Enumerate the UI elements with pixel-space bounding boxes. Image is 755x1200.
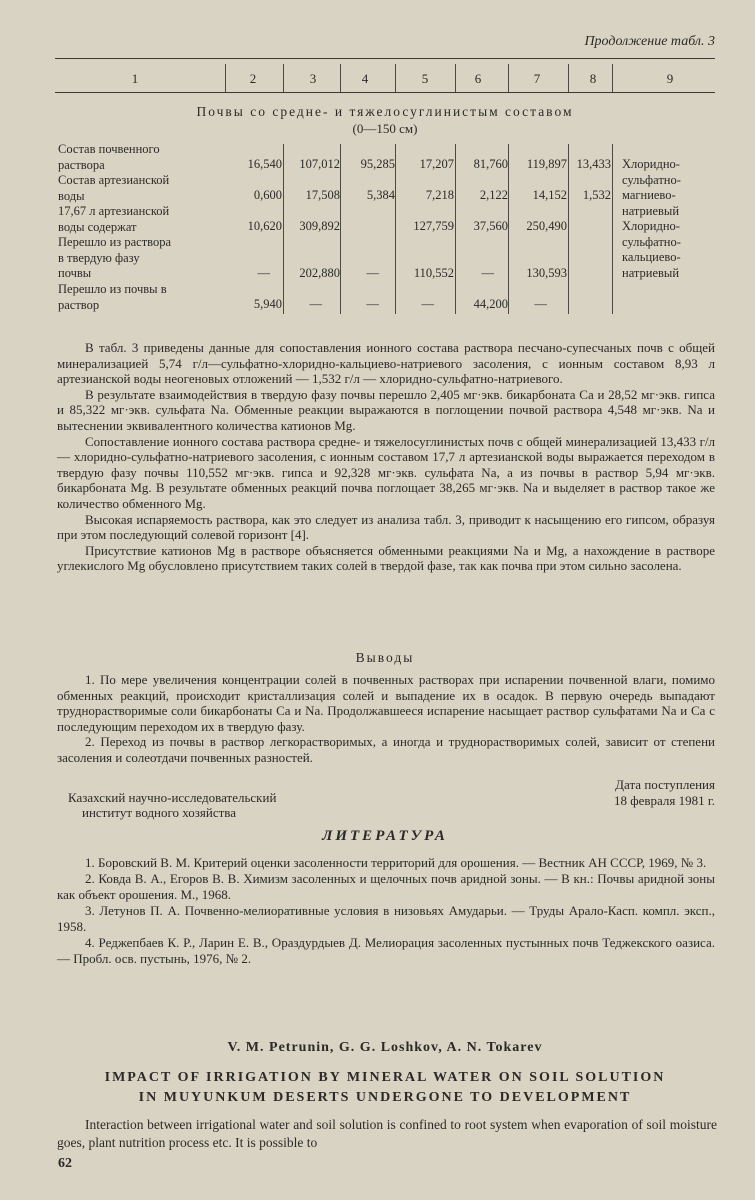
table-continuation-label: Продолжение табл. 3	[584, 34, 715, 49]
col-separator	[612, 144, 613, 314]
col-header-5: 5	[421, 71, 429, 86]
table-cell: 16,540	[247, 157, 282, 171]
col-header-1: 1	[131, 71, 139, 86]
table-note-composition	[622, 219, 717, 281]
table-row-label	[58, 282, 226, 313]
note-line: натриевый	[622, 265, 680, 280]
received-date	[614, 777, 715, 809]
institute-affiliation	[68, 790, 276, 820]
table-cell: —	[309, 297, 322, 311]
table-cell: —	[421, 297, 434, 311]
col-separator	[455, 64, 456, 92]
table-cell: —	[481, 266, 494, 280]
col-header-4: 4	[361, 71, 369, 86]
date-line: Дата поступления	[615, 777, 715, 792]
table-cell: 95,285	[360, 157, 395, 171]
row-label-line: Перешло из раствора	[58, 235, 172, 249]
note-line: Хлоридно-	[622, 157, 680, 171]
col-header-7: 7	[533, 71, 541, 86]
table-section-subtitle: (0—150 см)	[352, 121, 418, 136]
table-top-rule	[55, 58, 715, 59]
institute-line: институт водного хозяйства	[82, 805, 237, 820]
table-cell: 10,620	[247, 219, 282, 233]
table-cell: 309,892	[299, 219, 340, 233]
english-title	[55, 1068, 715, 1108]
table-cell: 81,760	[473, 157, 508, 171]
table-cell: 17,207	[419, 157, 454, 171]
table-cell: 5,384	[366, 188, 395, 202]
row-label-line: раствор	[58, 297, 100, 312]
row-label-line: Состав почвенного	[58, 142, 160, 156]
table-cell: —	[534, 297, 547, 311]
conclusions-list	[57, 672, 715, 766]
note-line: натриевый	[622, 203, 680, 218]
row-label-line: Перешло из почвы в	[58, 282, 167, 296]
conclusions-heading: Выводы	[355, 650, 415, 665]
table-cell: 0,600	[253, 188, 282, 202]
col-separator	[340, 64, 341, 92]
paragraph: В результате взаимодействия в твердую фазу почвы перешло 2,405 мг·экв. бикарбоната Са и 28,52 мг·экв. гипса и 85,322 мг·экв. сульфата Na. Обменные реакции выражаются в поглощении почвой раствора 4,548 мг·экв. Na и вытеснении эквивалентного количества катионов Mg.	[57, 386, 715, 433]
table-cell: 37,560	[473, 219, 508, 233]
reference-item: 1. Боровский В. М. Критерий оценки засоленности территорий для орошения. — Вестник АН СССР, 1969, № 3.	[85, 855, 707, 870]
table-row-label	[58, 235, 226, 282]
table-cell: 1,532	[582, 188, 611, 202]
col-header-3: 3	[309, 71, 317, 86]
body-text	[57, 340, 715, 574]
institute-line: Казахский научно-исследовательский	[68, 790, 277, 805]
paragraph: Сопоставление ионного состава раствора средне- и тяжелосуглинистых почв с общей минерализацией 13,433 г/л — хлоридно-сульфатно-натриевого засоления, с ионным составом 17,7 л артезианской воды выражается переходом в твердую фазу почвы 110,552 мг·экв. гипса и 92,328 мг·экв. сульфата Na, а из почвы в раствор 5,94 мг·экв. бикарбоната Mg. В результате обменных реакций почва поглощает 38,265 мг·экв. Na и выделяет в раствор такое же количество обменного Mg.	[57, 433, 715, 511]
note-line: сульфатно-	[622, 172, 681, 187]
table-cell: —	[366, 297, 379, 311]
col-header-8: 8	[589, 71, 597, 86]
table-cell: —	[257, 266, 270, 280]
abstract-paragraph: Interaction between irrigational water and soil solution is confined to root system when evaporation of soil moisture goes, plant nutrition process etc. It is possible to	[57, 1117, 717, 1150]
col-header-9: 9	[666, 71, 674, 86]
page-number: 62	[58, 1156, 72, 1171]
paragraph: Высокая испаряемость раствора, как это следует из анализа табл. 3, приводит к насыщению его гипсом, образуя при этом последующий солевой горизонт [4].	[57, 511, 715, 543]
table-cell: 13,433	[576, 157, 611, 171]
date-line: 18 февраля 1981 г.	[613, 793, 715, 808]
col-separator	[225, 64, 226, 92]
table-cell: 127,759	[413, 219, 454, 233]
col-header-2: 2	[249, 71, 257, 86]
col-separator	[395, 64, 396, 92]
row-label-line: воды содержат	[58, 219, 137, 234]
table-cell: 7,218	[425, 188, 454, 202]
table-column-header	[55, 68, 715, 90]
table-row-label	[58, 204, 226, 235]
literature-heading: ЛИТЕРАТУРА	[322, 828, 448, 844]
row-label-line: воды	[58, 188, 85, 203]
table-cell: 5,940	[253, 297, 282, 311]
conclusion-item: 1. По мере увеличения концентрации солей в почвенных растворах при испарении почвенной влаги, помимо обменных реакций, происходит кристаллизация солей и выпадение их в осадок. В первую очередь выпадают труднорастворимые соли бикарбонаты Са и Na. Продолжавшееся испарение насыщает раствор сульфатами Na и Са с последующим переходом их в твердую фазу.	[57, 672, 715, 734]
col-separator	[283, 64, 284, 92]
table-cell: 14,152	[532, 188, 567, 202]
table-row-label	[58, 142, 226, 173]
reference-item: 2. Ковда В. А., Егоров В. В. Химизм засоленных и щелочных почв аридной зоны. — В кн.: Почвы аридной зоны как объект орошения. М., 1968.	[57, 871, 715, 902]
paragraph: Присутствие катионов Mg в растворе объясняется обменными реакциями Na и Mg, а нахождение в растворе углекислого Mg обусловлено присутствием таких солей в твердой фазе, так как почва при этом сильно засолена.	[57, 542, 715, 574]
table-cell: 44,200	[473, 297, 508, 311]
table-note-composition	[622, 157, 717, 219]
col-separator	[568, 64, 569, 92]
table-cell: 17,508	[305, 188, 340, 202]
reference-item: 3. Летунов П. А. Почвенно-мелиоративные условия в низовьях Амударьи. — Труды Арало-Касп. компл. эксп., 1958.	[57, 903, 715, 934]
note-line: Хлоридно-	[622, 219, 680, 233]
paragraph: В табл. 3 приведены данные для сопоставления ионного состава раствора песчано-супесчаных почв с общей минерализацией 5,74 г/л—сульфатно-хлоридно-кальциево-натриевого засоления, с ионным составом 8,93 л артезианской воды неогеновых отложений — 1,532 г/л — хлоридно-сульфатно-натриевого.	[57, 340, 715, 387]
english-authors: V. M. Petrunin, G. G. Loshkov, A. N. Tokarev	[227, 1040, 543, 1055]
row-label-line: раствора	[58, 157, 105, 172]
col-header-6: 6	[474, 71, 482, 86]
note-line: магниево-	[622, 188, 676, 202]
table-section-title: Почвы со средне- и тяжелосуглинистым составом	[196, 104, 574, 119]
table-cell: —	[366, 266, 379, 280]
english-title-line: IN MUYUNKUM DESERTS UNDERGONE TO DEVELOPMENT	[138, 1090, 632, 1105]
col-separator	[612, 64, 613, 92]
row-label-line: в твердую фазу	[58, 250, 140, 265]
row-label-line: почвы	[58, 266, 92, 280]
table-row-label	[58, 173, 226, 204]
table-cell: 119,897	[526, 157, 567, 171]
conclusion-item: 2. Переход из почвы в раствор легкорастворимых, а иногда и труднорастворимых солей, зависит от степени засоления и солеотдачи почвенных разностей.	[57, 734, 715, 765]
reference-item: 4. Реджепбаев К. Р., Ларин Е. В., Ораздурдыев Д. Мелиорация засоленных пустынных почв Теджекского оазиса. — Пробл. осв. пустынь, 1976, № 2.	[57, 935, 715, 966]
note-line: кальциево-	[622, 250, 681, 264]
table-cell: 250,490	[526, 219, 567, 233]
table-cell: 130,593	[526, 266, 567, 280]
table-header-rule	[55, 92, 715, 93]
note-line: сульфатно-	[622, 234, 681, 249]
table-cell: 2,122	[479, 188, 508, 202]
english-abstract	[57, 1116, 717, 1152]
row-label-line: 17,67 л артезианской	[58, 204, 170, 218]
col-separator	[508, 64, 509, 92]
table-cell: 110,552	[413, 266, 454, 280]
row-label-line: Состав артезианской	[58, 173, 170, 187]
english-title-line: IMPACT OF IRRIGATION BY MINERAL WATER ON SOIL SOLUTION	[104, 1070, 666, 1085]
table-cell: 202,880	[299, 266, 340, 280]
literature-list	[57, 855, 715, 967]
table-cell: 107,012	[299, 157, 340, 171]
